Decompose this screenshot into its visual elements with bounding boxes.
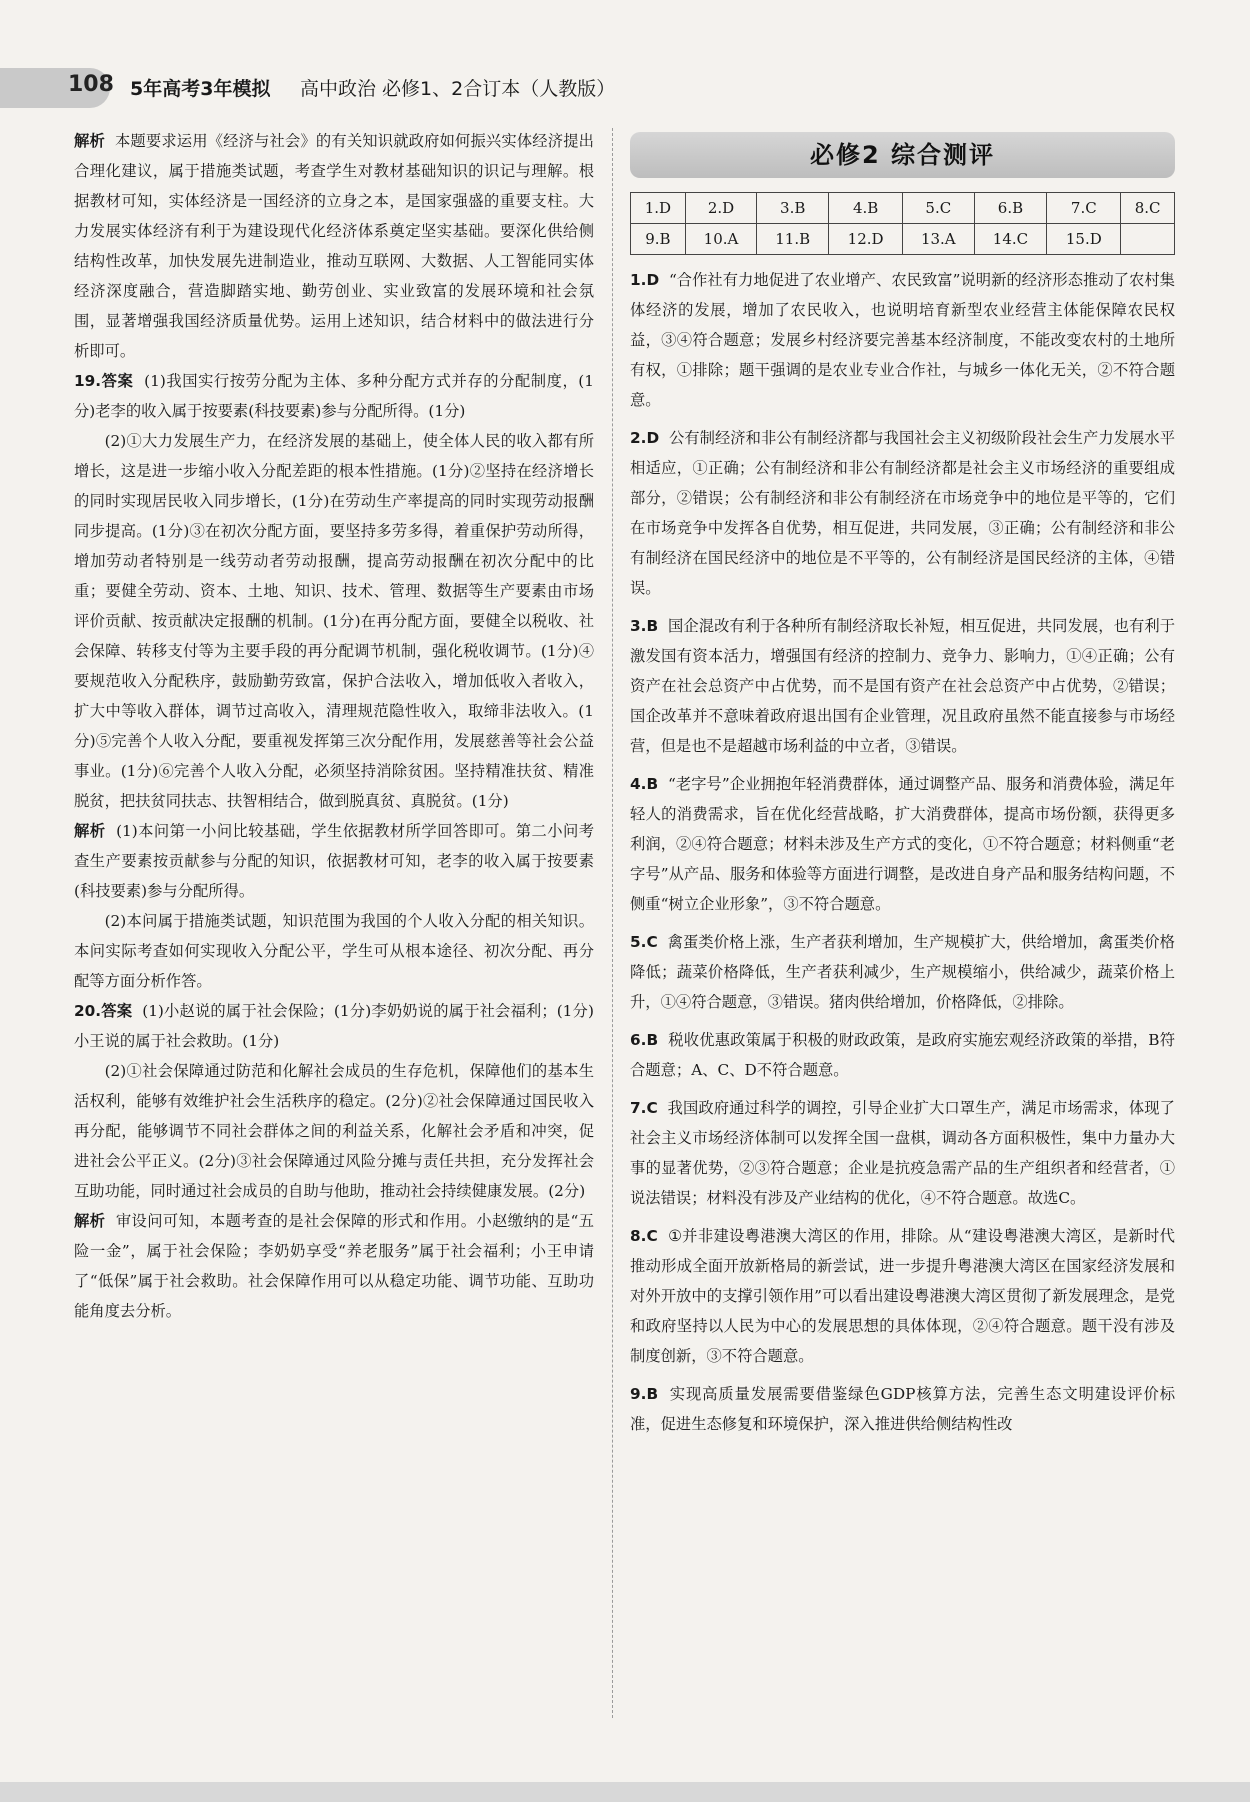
q20-answer-part2: (2)①社会保障通过防范和化解社会成员的生存危机，保障他们的基本生活权利，能够有效维护社会生活秩序的稳定。(2分)②社会保障通过国民收入再分配，能够调节不同社会群体之间的利益关系，化解社会矛盾和冲突，促进社会公平正义。(2分)③社会保障通过风险分摊与责任共担，充分发挥社会互助功能，同时通过社会成员的自助与他助，推动社会持续健康发展。(2分) [74,1062,594,1200]
q19-answer-part1: (1)我国实行按劳分配为主体、多种分配方式并存的分配制度，(1分)老李的收入属于按要素(科技要素)参与分配所得。(1分) [74,372,594,420]
item-text: “老字号”企业拥抱年轻消费群体，通过调整产品、服务和消费体验，满足年轻人的消费需求，旨在优化经营战略，扩大消费群体，提高市场份额，获得更多利润，②④符合题意；材料未涉及生产方式的变化，①不符合题意；材料侧重“老字号”从产品、服务和体验等方面进行调整，是改进自身产品和服务结构问题，不侧重“树立企业形象”，③不符合题意。 [630,775,1175,913]
answer-item-7 [630,1093,1175,1213]
answer-cell: 1.D [631,193,686,224]
item-text: 公有制经济和非公有制经济都与我国社会主义初级阶段社会生产力发展水平相适应，①正确；公有制经济和非公有制经济都是社会主义市场经济的重要组成部分，②错误；公有制经济和非公有制经济在市场竞争中的地位是平等的，它们在市场竞争中发挥各自优势，相互促进，共同发展，③正确；公有制经济和非公有制经济在国民经济中的地位是不平等的，公有制经济是国民经济的主体，④错误。 [630,429,1175,597]
answer-cell: 14.C [974,224,1047,255]
answer-cell: 12.D [829,224,903,255]
item-number: 3.B [630,617,659,635]
item-number: 4.B [630,775,659,793]
item-number: 6.B [630,1031,659,1049]
q19-number: 19. [74,372,102,390]
page-header [0,68,1250,108]
answer-item-2 [630,423,1175,603]
answer-item-6 [630,1025,1175,1085]
answer-cell [1121,224,1175,255]
answer-cell: 11.B [757,224,829,255]
column-divider [612,128,613,1718]
item-text: “合作社有力地促进了农业增产、农民致富”说明新的经济形态推动了农村集体经济的发展，增加了农民收入，也说明培育新型农业经营主体能保障农民权益，③④符合题意；发展乡村经济要完善基本经济制度，不能改变农村的土地所有权，①排除；题干强调的是农业专业合作社，与城乡一体化无关，②不符合题意。 [630,271,1175,409]
analysis-label: 解析 [74,1212,106,1230]
answer-cell: 9.B [631,224,686,255]
answer-cell: 3.B [757,193,829,224]
item-text: 税收优惠政策属于积极的财政政策，是政府实施宏观经济政策的举措，B符合题意；A、C、D不符合题意。 [630,1031,1175,1079]
book-subtitle: 高中政治 必修1、2合订本（人教版） [300,78,616,100]
book-title: 5年高考3年模拟 [130,78,271,100]
answer-cell: 13.A [903,224,974,255]
answer-key-table [630,192,1175,255]
page-number: 108 [68,72,114,97]
q19-analysis-text1: (1)本问第一小问比较基础，学生依据教材所学回答即可。第二小问考查生产要素按贡献参与分配的知识，依据教材可知，老李的收入属于按要素(科技要素)参与分配所得。 [74,822,594,900]
item-text: 禽蛋类价格上涨，生产者获利增加，生产规模扩大，供给增加，禽蛋类价格降低；蔬菜价格降低，生产者获利减少，生产规模缩小，供给减少，蔬菜价格上升，①④符合题意，③错误。猪肉供给增加，价格降低，②排除。 [630,933,1175,1011]
answer-cell: 10.A [685,224,756,255]
page-number-tab [0,68,114,108]
q19-answer [74,366,594,426]
q20-analysis [74,1206,594,1326]
item-number: 7.C [630,1099,658,1117]
item-number: 2.D [630,429,660,447]
item-number: 5.C [630,933,658,951]
answer-item-1 [630,265,1175,415]
bottom-edge [0,1782,1250,1802]
answer-cell: 4.B [829,193,903,224]
item-number: 8.C [630,1227,658,1245]
answer-item-3 [630,611,1175,761]
q19-answer-part2: (2)①大力发展生产力，在经济发展的基础上，使全体人民的收入都有所增长，这是进一步缩小收入分配差距的根本性措施。(1分)②坚持在经济增长的同时实现居民收入同步增长，(1分)在劳动生产率提高的同时实现劳动报酬同步提高。(1分)③在初次分配方面，要坚持多劳多得，着重保护劳动所得，增加劳动者特别是一线劳动者劳动报酬，提高劳动报酬在初次分配中的比重；要健全劳动、资本、土地、知识、技术、管理、数据等生产要素由市场评价贡献、按贡献决定报酬的机制。(1分)在再分配方面，要健全以税收、社会保障、转移支付等为主要手段的再分配调节机制，强化税收调节。(1分)④要规范收入分配秩序，鼓励勤劳致富，保护合法收入，增加低收入者收入，扩大中等收入群体，调节过高收入，清理规范隐性收入，取缔非法收入。(1分)⑤完善个人收入分配，要重视发挥第三次分配作用，发展慈善等社会公益事业。(1分)⑥完善个人收入分配，必须坚持消除贫困。坚持精准扶贫、精准脱贫，把扶贫同扶志、扶智相结合，做到脱真贫、真脱贫。(1分) [74,432,594,810]
q19-analysis [74,816,594,906]
answer-item-9 [630,1379,1175,1439]
item-number: 9.B [630,1385,659,1403]
item-text: 国企混改有利于各种所有制经济取长补短，相互促进，共同发展，也有利于激发国有资本活力，增强国有经济的控制力、竞争力、影响力，①④正确；公有资产在社会总资产中占优势，而不是国有资产在社会总资产中占优势，②错误；国企改革并不意味着政府退出国有企业管理，况且政府虽然不能直接参与市场经营，但是也不是超越市场利益的中立者，③错误。 [630,617,1175,755]
answer-cell: 5.C [903,193,974,224]
q20-number: 20. [74,1002,102,1020]
q19-analysis-text2: (2)本问属于措施类试题，知识范围为我国的个人收入分配的相关知识。本问实际考查如何实现收入分配公平，学生可从根本途径、初次分配、再分配等方面分析作答。 [74,912,594,990]
answer-cell: 15.D [1047,224,1121,255]
answer-row [631,224,1175,255]
item-number: 1.D [630,271,660,289]
answer-row [631,193,1175,224]
answer-cell: 6.B [974,193,1047,224]
analysis-label: 解析 [74,822,106,840]
answer-item-4 [630,769,1175,919]
right-column [630,132,1175,1447]
answer-cell: 7.C [1047,193,1121,224]
answer-item-8 [630,1221,1175,1371]
item-text: ①并非建设粤港澳大湾区的作用，排除。从“建设粤港澳大湾区，是新时代推动形成全面开放新格局的新尝试，进一步提升粤港澳大湾区在国家经济发展和对外开放中的支撑引领作用”可以看出建设粤港澳大湾区贯彻了新发展理念，是党和政府坚持以人民为中心的发展思想的具体体现，②④符合题意。题干没有涉及制度创新，③不符合题意。 [630,1227,1175,1365]
answer-label: 答案 [101,372,134,390]
q18-analysis [74,126,594,366]
answer-item-5 [630,927,1175,1017]
item-text: 实现高质量发展需要借鉴绿色GDP核算方法，完善生态文明建设评价标准，促进生态修复和环境保护，深入推进供给侧结构性改 [630,1385,1176,1433]
analysis-label: 解析 [74,132,105,150]
answer-cell: 2.D [685,193,756,224]
left-column [74,126,594,1326]
section-title: 必修2 综合测评 [630,132,1175,178]
q20-analysis-text: 审设问可知，本题考查的是社会保障的形式和作用。小赵缴纳的是“五险一金”，属于社会保险；李奶奶享受“养老服务”属于社会福利；小王申请了“低保”属于社会救助。社会保障作用可以从稳定功能、调节功能、互助功能角度去分析。 [74,1212,594,1320]
q20-answer [74,996,594,1056]
q18-analysis-text: 本题要求运用《经济与社会》的有关知识就政府如何振兴实体经济提出合理化建议，属于措施类试题，考查学生对教材基础知识的识记与理解。根据教材可知，实体经济是一国经济的立身之本，是国家强盛的重要支柱。大力发展实体经济有利于为建设现代化经济体系奠定坚实基础。要深化供给侧结构性改革，加快发展先进制造业，推动互联网、大数据、人工智能同实体经济深度融合，营造脚踏实地、勤劳创业、实业致富的发展环境和社会氛围，显著增强我国经济质量优势。运用上述知识，结合材料中的做法进行分析即可。 [74,132,594,360]
item-text: 我国政府通过科学的调控，引导企业扩大口罩生产，满足市场需求，体现了社会主义市场经济体制可以发挥全国一盘棋，调动各方面积极性，集中力量办大事的显著优势，②③符合题意；企业是抗疫急需产品的生产组织者和经营者，①说法错误；材料没有涉及产业结构的优化，④不符合题意。故选C。 [630,1099,1175,1207]
q20-answer-part1: (1)小赵说的属于社会保险；(1分)李奶奶说的属于社会福利；(1分)小王说的属于社会救助。(1分) [74,1002,594,1050]
answer-label: 答案 [101,1002,133,1020]
answer-cell: 8.C [1121,193,1175,224]
